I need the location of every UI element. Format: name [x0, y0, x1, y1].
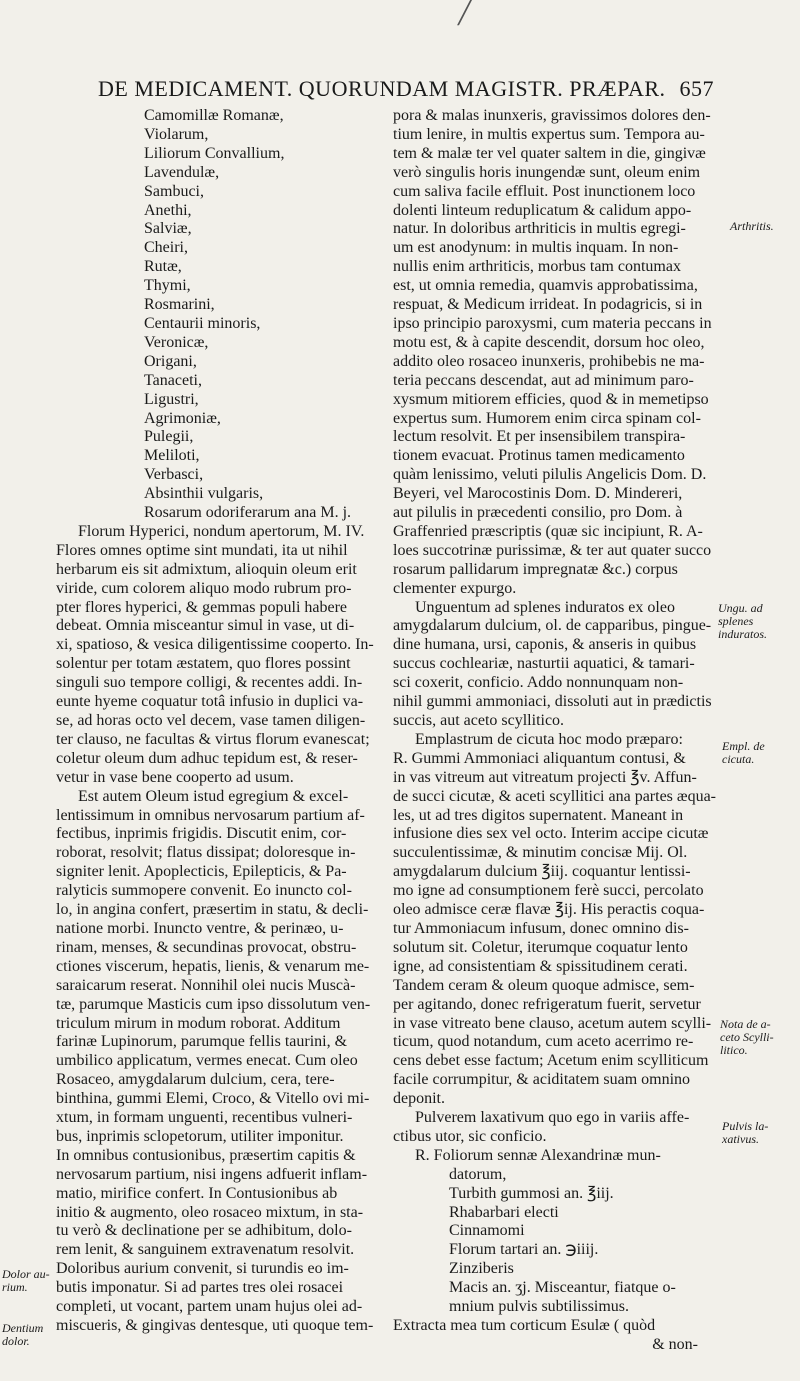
text-line: Lavendulæ, — [144, 163, 220, 181]
text-line: cens debet esse factum; Acetum enim scylliticum — [393, 1052, 709, 1070]
text-line: debeat. Omnia misceantur simul in vase, ut di- — [56, 617, 355, 635]
text-line: miscueris, & gingivas dentesque, uti quoque tem- — [56, 1317, 374, 1334]
margin-note-cicuta: Empl. de cicuta. — [722, 739, 765, 766]
text-line: ralyticis summopere convenit. Eo inuncto col- — [56, 882, 352, 900]
margin-note-aceto: Nota de a-ceto Scylli-litico. — [720, 1017, 774, 1057]
text-line: Cinnamomi — [449, 1222, 525, 1240]
text-line: Graffenried præscriptis (quæ sic incipiunt, R. A- — [393, 522, 703, 540]
text-line: xtum, in formam unguenti, recentibus vulneri- — [56, 1109, 353, 1127]
text-line: viride, cum colorem aliquo modo rubrum pro- — [56, 579, 352, 597]
text-line: Tanaceti, — [144, 371, 202, 389]
text-line: bus, inprimis sclopetorum, utiliter imponitur. — [56, 1127, 344, 1145]
text-line: Florum tartari an. ℈iiij. — [449, 1241, 599, 1259]
text-line: rinam, menses, & secundinas provocat, obstru- — [56, 938, 357, 956]
text-line: lectum resolvit. Et per insensibilem transpira- — [393, 428, 686, 446]
right-column — [393, 107, 718, 1355]
text-line: vetur in vase bene cooperto ad usum. — [56, 768, 294, 786]
text-line: ctiones viscerum, hepatis, lienis, & venarum me- — [56, 957, 370, 975]
text-line: solutum sit. Coletur, iterumque coquatur lento — [393, 938, 688, 956]
text-line: tem & malæ ter vel quater saltem in die, gingivæ — [393, 144, 706, 162]
text-line: in vas vitreum aut vitreatum projecti ℥v. Affun- — [393, 768, 697, 786]
text-line: respuat, & Medicum irrideat. In podagricis, si in — [393, 296, 703, 314]
text-line: Pulverem laxativum quo ego in variis affe- — [415, 1109, 690, 1127]
text-line: dine humana, ursi, caponis, & anseris in quibus — [393, 636, 697, 654]
text-line: fectibus, inprimis frigidis. Discutit enim, cor- — [56, 825, 347, 843]
text-line: Zinziberis — [449, 1260, 514, 1278]
text-line: est, ut omnia remedia, quamvis approbatissima, — [393, 277, 698, 295]
text-line: binthina, gummi Elemi, Croco, & Vitello ovi mi- — [56, 1090, 370, 1108]
text-line: roborat, resolvit; flatus dissipat; doloresque in- — [56, 844, 356, 862]
text-line: Anethi, — [144, 201, 192, 219]
text-line: ipso principio paroxysmi, cum materia peccans in — [393, 314, 712, 332]
text-line: Absinthii vulgaris, — [144, 485, 264, 503]
text-line: succis, aut aceto scyllitico. — [393, 712, 565, 729]
text-line: pora & malas inunxeris, gravissimos dolores den- — [393, 107, 711, 124]
text-line: amygdalarum dulcium, ol. de capparibus, pingue- — [393, 617, 712, 635]
text-line: completi, ut vocant, partem unam hujus olei ad- — [56, 1298, 363, 1316]
margin-note-dentium-dolor: Dentium dolor. — [2, 1321, 44, 1348]
text-line: initio & augmento, oleo rosaceo mixtum, in sta- — [56, 1203, 364, 1221]
text-line: natur. In doloribus arthriticis in multis egregi- — [393, 220, 686, 238]
text-line: Thymi, — [144, 277, 191, 295]
text-line: dolenti linteum reduplicatum & calidum appo- — [393, 201, 692, 219]
text-line: Rosmarini, — [144, 296, 215, 314]
page-number: 657 — [679, 76, 715, 101]
text-line: Macis an. ʒj. Misceantur, fiatque o- — [449, 1279, 676, 1297]
text-line: oleo admisce ceræ flavæ ℥ij. His peractis coqua- — [393, 901, 705, 919]
text-line: Emplastrum de cicuta hoc modo præparo: — [415, 730, 683, 748]
text-line: eunte hyeme coquatur totâ infusio in duplici va- — [56, 693, 364, 711]
text-line: mo igne ad consumptionem ferè succi, percolato — [393, 882, 704, 900]
text-line: ticum, quod notandum, cum aceto acerrimo re- — [393, 1033, 694, 1051]
text-line: infusione dies sex vel octo. Interim accipe cicutæ — [393, 825, 709, 843]
text-line: sci coxerit, conficio. Addo nonnunquam non- — [393, 674, 684, 692]
text-line: & non- — [652, 1335, 698, 1353]
text-line: Rosarum odoriferarum ana M. j. — [144, 504, 352, 522]
text-line: In omnibus contusionibus, præsertim capitis & — [56, 1146, 356, 1164]
text-line: facile corrumpitur, & aciditatem suam omnino — [393, 1071, 691, 1089]
margin-note-dolor-aurium: Dolor au-rium. — [2, 1267, 50, 1294]
text-line: Salviæ, — [144, 220, 192, 238]
text-line: Turbith gummosi an. ℥iij. — [449, 1184, 614, 1202]
left-column — [56, 107, 391, 1336]
text-line: Extracta mea tum corticum Esulæ ( quòd — [393, 1317, 656, 1334]
text-line: matio, mirifice confert. In Contusionibus ab — [56, 1184, 338, 1202]
ink-stroke: ╱ — [458, 0, 472, 25]
text-line: nervosarum partium, nisi ingens adfuerit inflam- — [56, 1165, 368, 1183]
text-line: ter clauso, ne facultas & virtus florum evanescat; — [56, 730, 370, 748]
text-line: cum saliva facile effluit. Post inunctionem loco — [393, 182, 696, 200]
text-line: lo, in angina confert, præsertim in statu, & decli- — [56, 901, 369, 919]
text-line: deponit. — [393, 1090, 445, 1108]
text-line: igne, ad consistentiam & spissitudinem cerati. — [393, 957, 688, 975]
text-line: singuli suo tempore colligi, & recentes addi. In- — [56, 674, 363, 692]
text-line: Doloribus aurium convenit, si turundis eo im- — [56, 1260, 349, 1278]
text-line: Sambuci, — [144, 182, 204, 200]
text-line: xi, spatioso, & vesica diligentissime cooperto. In- — [56, 636, 374, 654]
text-line: tur Ammoniacum infusum, donec omnino dis- — [393, 919, 689, 937]
text-line: rem lenit, & sanguinem extravenatum resolvit. — [56, 1241, 355, 1259]
text-line: addito oleo rosaceo inunxeris, prohibebis ne ma- — [393, 352, 705, 370]
text-line: lentissimum in omnibus nervosarum partium af- — [56, 806, 365, 824]
text-line: succus cochleariæ, nasturtii aquatici, & tamari- — [393, 655, 695, 673]
text-line: quàm lenissimo, veluti pilulis Angelicis Dom. D. — [393, 466, 707, 484]
text-line: Unguentum ad splenes induratos ex oleo — [415, 598, 675, 616]
text-line: R. Foliorum sennæ Alexandrinæ mun- — [415, 1146, 661, 1164]
text-line: coletur oleum dum adhuc tepidum est, & reser- — [56, 749, 358, 767]
text-line: farinæ Lupinorum, parumque fellis taurini, & — [56, 1033, 348, 1051]
text-line: les, ut ad tres digitos supernatent. Maneant in — [393, 806, 684, 824]
text-line: tu verò & declinatione per se adhibitum, dolo- — [56, 1222, 352, 1240]
text-line: Pulegii, — [144, 428, 194, 446]
text-line: tium lenire, in multis expertus sum. Tempora au- — [393, 125, 705, 143]
text-line: nihil gummi ammoniaci, dissoluti aut in prædictis — [393, 693, 712, 711]
text-line: nullis enim arthriticis, morbus tam contumax — [393, 258, 681, 276]
text-line: expertus sum. Humorem enim circa spinam col- — [393, 409, 701, 427]
text-line: Beyeri, vel Marocostinis Dom. D. Mindereri, — [393, 485, 683, 503]
text-line: aut pilulis in præcedenti consilio, pro Dom. à — [393, 504, 683, 522]
text-line: Florum Hyperici, nondum apertorum, M. IV. — [78, 522, 365, 540]
text-line: saraicarum reserat. Nonnihil olei nucis Muscà- — [56, 976, 356, 994]
text-line: Centaurii minoris, — [144, 314, 261, 332]
text-line: Flores omnes optime sint mundati, ita ut nihil — [56, 541, 348, 559]
margin-note-pulvis: Pulvis la-xativus. — [722, 1119, 769, 1146]
text-line: de succi cicutæ, & aceti scyllitici ana partes æqua- — [393, 787, 716, 805]
text-line: in vase vitreato bene clauso, acetum autem scylli- — [393, 1014, 712, 1032]
text-line: Rutæ, — [144, 258, 182, 276]
text-line: rosarum pallidarum impregnatæ &c.) corpus — [393, 560, 678, 578]
text-line: per agitando, donec refrigeratum fuerit, servetur — [393, 995, 701, 1013]
text-line: ctibus utor, sic conficio. — [393, 1127, 547, 1145]
text-line: natione morbi. Inuncto ventre, & perinæo, u- — [56, 919, 344, 937]
text-line: signiter lenit. Apoplecticis, Epilepticis, & Pa- — [56, 863, 347, 881]
text-line: Agrimoniæ, — [144, 409, 221, 427]
text-line: Ligustri, — [144, 390, 199, 408]
text-line: Camomillæ Romanæ, — [144, 107, 284, 124]
text-line: Tandem ceram & oleum quoque admisce, sem- — [393, 976, 695, 994]
margin-note-splenes: Ungu. ad splenes induratos. — [718, 601, 768, 641]
text-line: Origani, — [144, 352, 197, 370]
text-line: datorum, — [449, 1165, 507, 1183]
text-line: tionem evacuat. Protinus tamen medicamento — [393, 447, 685, 465]
text-line: Rosaceo, amygdalarum dulcium, cera, tere- — [56, 1071, 335, 1089]
text-line: loes succotrinæ purissimæ, & ter aut quater succo — [393, 541, 712, 559]
text-line: R. Gummi Ammoniaci aliquantum contusi, & — [393, 749, 686, 767]
text-line: Rhabarbari electi — [449, 1203, 559, 1221]
text-line: pter flores hyperici, & gemmas populi habere — [56, 598, 348, 616]
text-line: herbarum eis sit admixtum, alioquin oleum erit — [56, 560, 357, 578]
text-line: triculum mirum in modum roborat. Additum — [56, 1014, 341, 1032]
text-line: motu est, & à capite descendit, dorsum hoc oleo, — [393, 333, 705, 351]
text-line: teria peccans descendat, aut ad minimum paro- — [393, 371, 694, 389]
text-line: xysmum mitiorem efficies, quod & in memetipso — [393, 390, 709, 408]
text-line: solentur per totam æstatem, quo flores possint — [56, 655, 351, 673]
text-line: Veronicæ, — [144, 333, 209, 351]
text-line: verò singulis horis inungendæ sunt, oleum enim — [393, 163, 701, 181]
text-line: clementer expurgo. — [393, 579, 517, 597]
text-line: Verbasci, — [144, 466, 204, 484]
text-line: umbilico applicatum, vermes enecat. Cum oleo — [56, 1052, 358, 1070]
text-line: butis imponatur. Si ad partes tres olei rosacei — [56, 1279, 344, 1297]
text-line: amygdalarum dulcium ℥iij. coquantur lentissi- — [393, 863, 691, 881]
text-line: Est autem Oleum istud egregium & excel- — [78, 787, 349, 805]
text-line: se, ad horas octo vel decem, vase tamen diligen- — [56, 712, 366, 729]
margin-note-arthritis: Arthritis. — [730, 219, 774, 233]
running-header — [98, 76, 798, 102]
text-line: tæ, parumque Masticis cum ipso dissolutum ven- — [56, 995, 371, 1013]
text-line: um est anodynum: in multis inquam. In non- — [393, 239, 679, 257]
text-line: Cheiri, — [144, 239, 188, 257]
text-line: Violarum, — [144, 125, 209, 143]
text-line: succulentissimæ, & minutim concisæ Mij. Ol. — [393, 844, 688, 862]
text-line: Liliorum Convallium, — [144, 144, 285, 162]
text-line: Meliloti, — [144, 447, 200, 465]
running-title: DE MEDICAMENT. QUORUNDAM MAGISTR. PRÆPAR. — [98, 76, 666, 101]
text-line: mnium pulvis subtilissimus. — [449, 1298, 630, 1316]
